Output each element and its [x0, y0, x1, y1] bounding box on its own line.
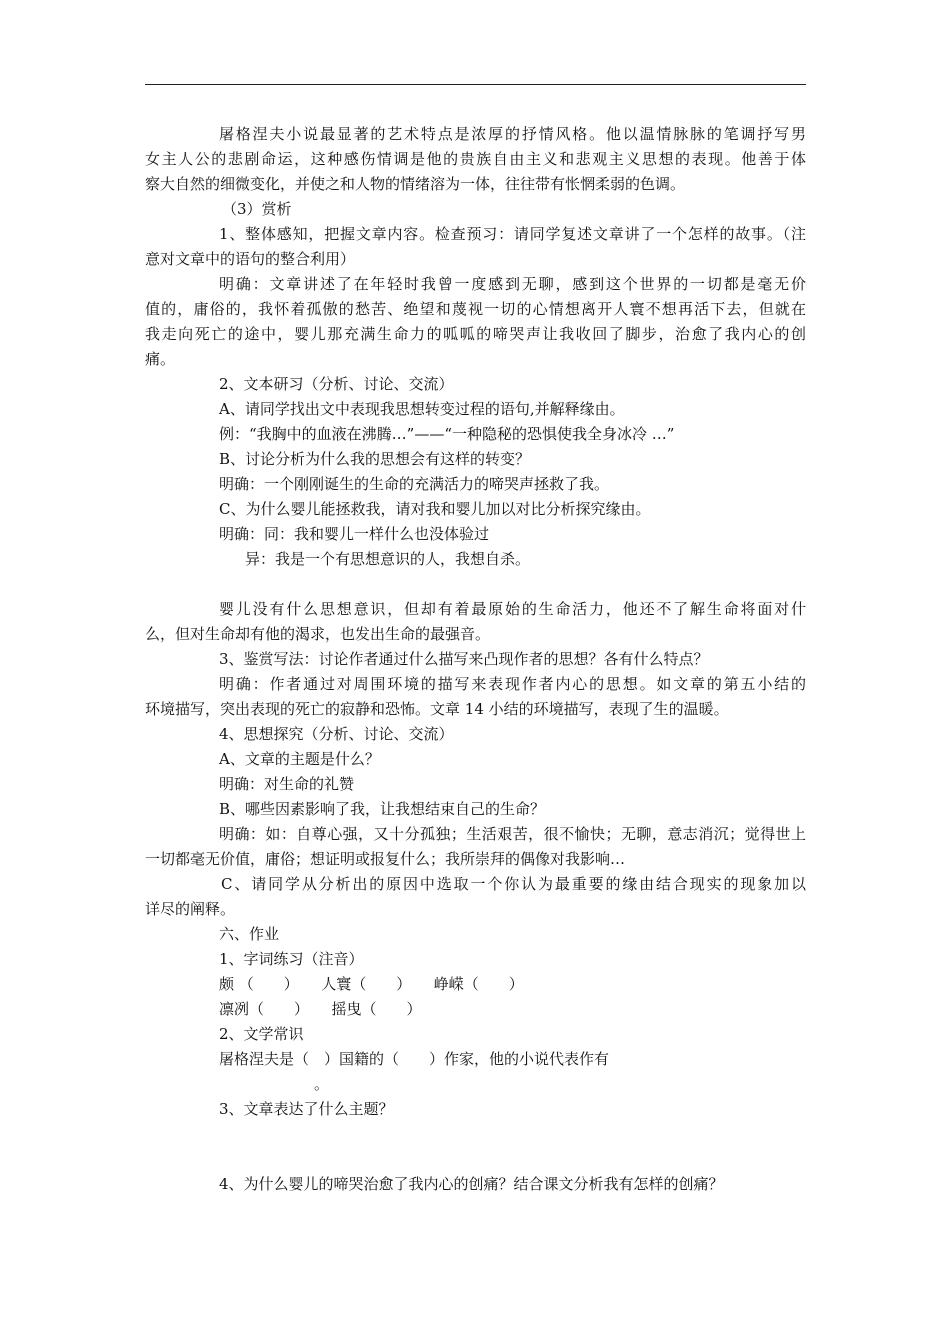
header-rule [145, 84, 806, 85]
question-line: B、讨论分析为什么我的思想会有这样的转变？ [219, 450, 531, 468]
question-line: A、请同学找出文中表现我思想转变过程的语句,并解释缘由。 [219, 400, 625, 418]
answer-line: 明确：对生命的礼赞 [219, 775, 355, 793]
paragraph-line: 察大自然的细微变化，并使之和人物的情绪溶为一体，往往带有怅惘柔弱的色调。 [145, 175, 686, 193]
question-line: C、为什么婴儿能拯救我，请对我和婴儿加以对比分析探究缘由。 [219, 500, 651, 518]
answer-line: 我走向死亡的途中，婴儿那充满生命力的呱呱的啼哭声让我收回了脚步，治愈了我内心的创 [145, 325, 806, 343]
question-line: 1、整体感知，把握文章内容。检查预习：请同学复述文章讲了一个怎样的故事。（注 [219, 225, 806, 243]
homework-line: 。 [314, 1075, 330, 1093]
answer-line: 环境描写，突出表现的死亡的寂静和恐怖。文章 14 小结的环境描写，表现了生的温暖。 [145, 700, 729, 718]
homework-line: 屠格涅夫是（ ）国籍的（ ）作家，他的小说代表作有 [219, 1050, 610, 1068]
answer-line: 值的，庸俗的，我怀着孤傲的愁苦、绝望和蔑视一切的心情想离开人寰不想再活下去，但就在 [145, 300, 806, 318]
homework-item: 4、为什么婴儿的啼哭治愈了我内心的创痛？结合课文分析我有怎样的创痛？ [219, 1175, 724, 1193]
answer-line: 痛。 [145, 350, 176, 368]
question-line: 3、鉴赏写法：讨论作者通过什么描写来凸现作者的思想？各有什么特点？ [219, 650, 709, 668]
section-heading: （3）赏析 [222, 200, 292, 218]
answer-line: 明确：作者通过对周围环境的描写来表现作者内心的思想。如文章的第五小结的 [219, 675, 806, 693]
answer-line: 明确：同：我和婴儿一样什么也没体验过 [219, 525, 490, 543]
paragraph-line: 女主人公的悲剧命运，这种感伤情调是他的贵族自由主义和悲观主义思想的表现。他善于体 [145, 150, 806, 168]
homework-line: 颇 （ ） 人寰（ ） 峥嵘（ ） [219, 975, 524, 993]
example-line: 例：“我胸中的血液在沸腾…”——“一种隐秘的恐惧使我全身冰冷 …” [219, 425, 675, 443]
paragraph-line: 婴儿没有什么思想意识，但却有着最原始的生命活力，他还不了解生命将面对什 [219, 600, 806, 618]
homework-line: 凛冽（ ） 摇曳（ ） [219, 1000, 422, 1018]
paragraph-line: 屠格涅夫小说最显著的艺术特点是浓厚的抒情风格。他以温情脉脉的笔调抒写男 [219, 125, 806, 143]
answer-line: 明确：一个刚刚诞生的生命的充满活力的啼哭声拯救了我。 [219, 475, 610, 493]
answer-line: 明确：如：自尊心强，又十分孤独；生活艰苦，很不愉快；无聊，意志消沉；觉得世上 [219, 825, 806, 843]
question-line: C、请同学从分析出的原因中选取一个你认为最重要的缘由结合现实的现象加以 [221, 875, 806, 893]
homework-item: 2、文学常识 [219, 1025, 304, 1043]
paragraph-line: 么，但对生命却有他的渴求，也发出生命的最强音。 [145, 625, 491, 643]
answer-line: 一切都毫无价值，庸俗；想证明或报复什么；我所崇拜的偶像对我影响… [145, 850, 626, 868]
section-heading: 六、作业 [219, 925, 280, 943]
homework-item: 1、字词练习（注音） [219, 950, 364, 968]
answer-line: 异：我是一个有思想意识的人，我想自杀。 [245, 550, 531, 568]
question-line: 4、思想探究（分析、讨论、交流） [219, 725, 454, 743]
question-line: 意对文章中的语句的整合利用） [145, 250, 356, 268]
question-line: 详尽的阐释。 [145, 900, 236, 918]
question-line: B、哪些因素影响了我，让我想结束自己的生命？ [219, 800, 546, 818]
homework-item: 3、文章表达了什么主题？ [219, 1100, 394, 1118]
answer-line: 明确：文章讲述了在年轻时我曾一度感到无聊，感到这个世界的一切都是毫无价 [219, 275, 806, 293]
question-line: 2、文本研习（分析、讨论、交流） [219, 375, 454, 393]
question-line: A、文章的主题是什么？ [219, 750, 380, 768]
